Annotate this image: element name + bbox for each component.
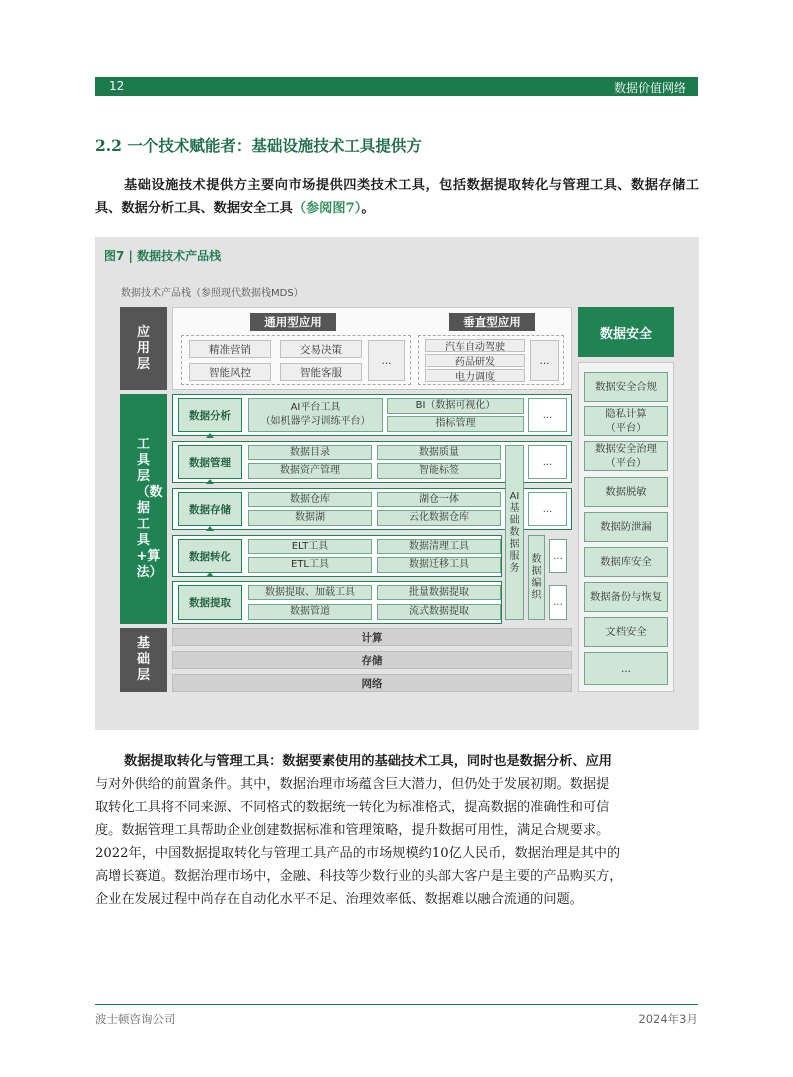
intro-paragraph (95, 174, 699, 220)
row-tag-management: 数据管理 (178, 445, 242, 479)
security-item: 文档安全 (584, 617, 668, 647)
app-item: 交易决策 (280, 340, 362, 358)
tool-more: ... (528, 492, 567, 526)
application-layer-label: 应用层 (120, 307, 167, 390)
figure-reference-link[interactable]: （参阅图7） (292, 201, 362, 216)
tool-item: 数据仓库 (248, 492, 372, 507)
security-item: 数据库安全 (584, 547, 668, 577)
row-tag-analysis: 数据分析 (178, 398, 242, 432)
vertical-apps-title: 垂直型应用 (449, 313, 535, 331)
body-line: 企业在发展过程中尚存在自动化水平不足、治理效率低、数据难以融合流通的问题。 (95, 892, 583, 907)
arrow-up-icon (206, 526, 214, 531)
tool-more: ... (528, 398, 567, 432)
publication-title: 数据价值网络 (613, 81, 686, 95)
security-item: 数据安全治理 （平台） (584, 441, 668, 471)
tool-item: 数据提取、加载工具 (248, 585, 372, 600)
app-item: 药品研发 (425, 354, 525, 367)
tool-item: 数据质量 (377, 445, 501, 460)
tool-item: 数据湖 (248, 510, 372, 526)
data-fabric: 数据编织 (528, 535, 545, 620)
tool-item: ETL工具 (248, 557, 372, 573)
security-item: 数据备份与恢复 (584, 582, 668, 612)
security-item: ... (584, 652, 668, 685)
footer-rule (95, 1004, 698, 1005)
security-item: 隐私计算 （平台） (584, 406, 668, 436)
body-line: 度。数据管理工具帮助企业创建数据标准和管理策略，提升数据可用性，满足合规要求。 (95, 823, 610, 838)
tool-layer-label: 工具层（数据工具+算法） (120, 394, 167, 624)
tool-more: ... (528, 445, 567, 479)
arrow-up-icon (206, 479, 214, 484)
intro-end: 。 (361, 201, 375, 216)
page-header-bar (95, 77, 698, 96)
arrow-up-icon (206, 572, 214, 577)
app-more: ... (368, 340, 405, 381)
figure-title: 图7 | 数据技术产品栈 (104, 249, 222, 263)
app-item: 汽车自动驾驶 (425, 339, 525, 352)
app-more: ... (530, 340, 559, 381)
intro-text: 基础设施技术提供方主要向市场提供四类技术工具，包括数据提取转化与管理工具、数据存储工具、数据分析工具、数据安全工具 (95, 178, 699, 216)
ai-data-service: AI基础数据服务 (505, 445, 524, 620)
tool-item: 流式数据提取 (377, 604, 501, 620)
general-apps-title: 通用型应用 (250, 313, 336, 331)
body-line: 取转化工具将不同来源、不同格式的数据统一转化为标准格式，提高数据的准确性和可信 (95, 800, 610, 815)
security-header: 数据安全 (578, 307, 674, 357)
footer-publisher: 波士顿咨询公司 (95, 1012, 176, 1026)
tool-item: AI平台工具 （如机器学习训练平台） (248, 398, 383, 432)
body-line: 与对外供给的前置条件。其中，数据治理市场蕴含巨大潜力，但仍处于发展初期。数据提 (95, 777, 610, 792)
tool-more: ... (549, 539, 567, 573)
base-row-storage: 存储 (172, 651, 572, 669)
app-item: 智能客服 (280, 363, 362, 381)
page-number: 12 (109, 79, 125, 93)
security-item: 数据安全合规 (584, 372, 668, 402)
tool-item: 数据资产管理 (248, 463, 372, 479)
tool-item: 云化数据仓库 (377, 510, 501, 526)
tool-item: 数据管道 (248, 604, 372, 620)
base-row-compute: 计算 (172, 628, 572, 646)
tool-item: 智能标签 (377, 463, 501, 479)
security-item: 数据脱敏 (584, 477, 668, 507)
tool-item: 批量数据提取 (377, 585, 501, 600)
tool-item: 数据清理工具 (377, 539, 501, 554)
row-tag-storage: 数据存储 (178, 492, 242, 526)
body-line: 高增长赛道。数据治理市场中，金融、科技等少数行业的头部大客户是主要的产品购买方， (95, 869, 623, 884)
tool-item: ELT工具 (248, 539, 372, 554)
section-heading: 2.2 一个技术赋能者：基础设施技术工具提供方 (95, 136, 422, 155)
body-line: 2022年，中国数据提取转化与管理工具产品的市场规模约10亿人民币，数据治理是其中的 (95, 846, 621, 861)
base-row-network: 网络 (172, 674, 572, 692)
tool-item: 数据目录 (248, 445, 372, 460)
tool-more: ... (549, 585, 567, 620)
tool-item: 指标管理 (387, 416, 524, 432)
body-line: 数据提取转化与管理工具：数据要素使用的基础技术工具，同时也是数据分析、应用 (124, 754, 612, 769)
row-tag-transformation: 数据转化 (178, 539, 242, 573)
base-layer-label: 基础层 (120, 628, 167, 692)
arrow-up-icon (206, 433, 214, 438)
body-paragraph (95, 750, 699, 911)
tool-item: 数据迁移工具 (377, 557, 501, 573)
app-item: 电力调度 (425, 369, 525, 382)
security-item: 数据防泄漏 (584, 512, 668, 542)
tool-item: 湖仓一体 (377, 492, 501, 507)
row-tag-extraction: 数据提取 (178, 585, 242, 620)
footer-date: 2024年3月 (638, 1012, 698, 1026)
figure-subtitle: 数据技术产品栈（参照现代数据栈MDS） (121, 288, 304, 299)
tool-item: BI（数据可视化） (387, 398, 524, 414)
app-item: 精准营销 (189, 340, 271, 358)
app-item: 智能风控 (189, 363, 271, 381)
